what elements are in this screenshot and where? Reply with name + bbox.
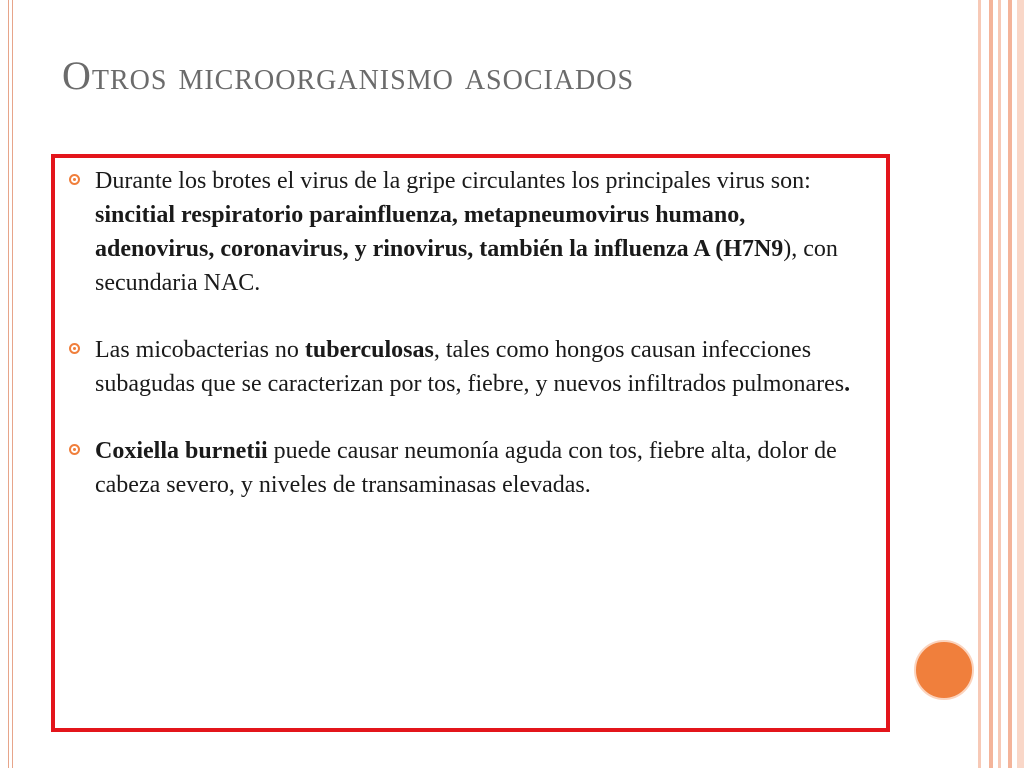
right-decorative-stripe [1008,0,1012,768]
bullet-text [95,337,850,397]
bullet-list [65,164,855,502]
bullet-text-segment-bold: . [844,371,851,397]
bullet-text-segment-bold: Coxiella burnetii [95,438,268,464]
bullet-circle-icon [69,343,80,354]
bullet-text-segment: Las micobacterias no [95,337,305,363]
right-decorative-stripe [998,0,1001,768]
bullet-text-segment: Durante los brotes el virus de la gripe circulantes los principales virus son: [95,168,811,194]
bullet-text-segment: , tales como hongos causan infecciones subagudas que se caracterizan por tos, fiebre, y nuevos infiltrados pulmonares [95,337,845,397]
bullet-item [65,164,855,300]
bullet-text-segment-bold: sincitial respiratorio parainfluenza, metapneumovirus humano, adenovirus, coronavirus, y rinovirus, también la influenza A (H7N9 [95,202,784,262]
bullet-text-segment-bold: tuberculosas [304,337,434,363]
bullet-item [65,434,855,502]
bullet-text-segment: puede causar neumonía aguda con tos, fiebre alta, dolor de cabeza severo, y niveles de transaminasas elevadas. [95,438,837,498]
right-decorative-stripe [978,0,981,768]
right-decorative-stripe [1017,0,1024,768]
left-decorative-rule [8,0,9,768]
bullet-circle-icon [69,174,80,185]
bullet-circle-icon [69,444,80,455]
right-decorative-stripe [989,0,993,768]
left-decorative-rule [12,0,13,768]
bullet-text [95,168,838,296]
bullet-text-segment: ), con secundaria NAC. [95,236,838,296]
bullet-item [65,333,855,401]
decorative-orange-circle [914,640,974,700]
slide-title: Otros microorganismo asociados [62,53,635,98]
bullet-text [95,438,837,498]
